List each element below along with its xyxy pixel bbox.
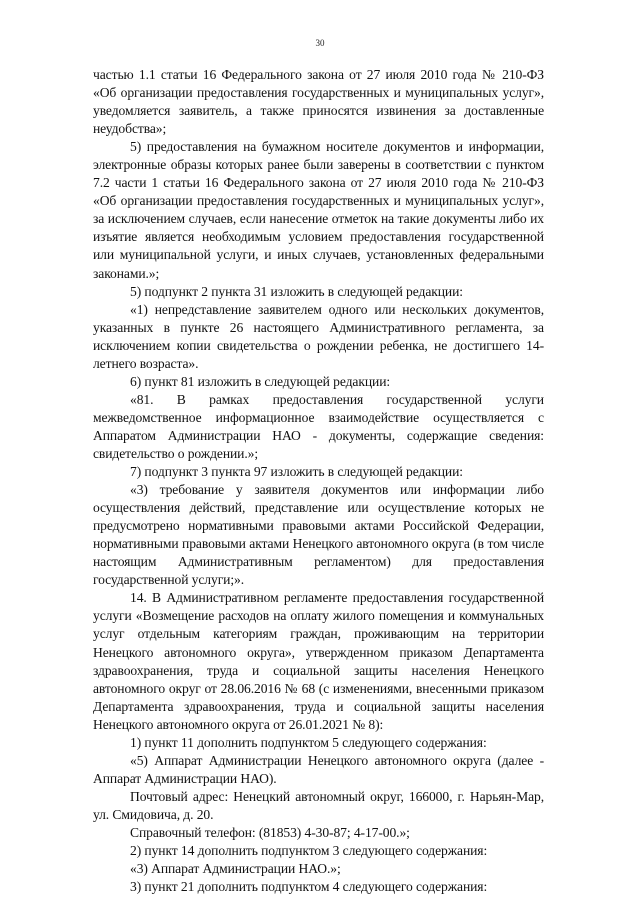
paragraph: Справочный телефон: (81853) 4-30-87; 4-17-00.»;	[130, 824, 410, 840]
paragraph: 7) подпункт 3 пункта 97 изложить в следующей редакции:	[130, 464, 463, 480]
paragraph: 3) пункт 21 дополнить подпунктом 4 следующего содержания:	[130, 879, 488, 895]
paragraph: «3) требование у заявителя документов или информации либо осуществления действий, представление или осуществление которых не предусмотрено нормативными правовыми актами Российской Федерации, нормативными правовыми актами Ненецкого автономного округа (в том числе настоящим Административным регламентом) для предоставления государственной услуги;».	[93, 482, 544, 588]
paragraph: «5) Аппарат Администрации Ненецкого автономного округа (далее - Аппарат Администрации НАО).	[93, 752, 544, 786]
paragraph: 14. В Административном регламенте предоставления государственной услуги «Возмещение расходов на оплату жилого помещения и коммунальных услуг отдельным категориям граждан, проживающим на территории Ненецкого автономного округа», утвержденном приказом Департамента здравоохранения, труда и социальной защиты населения Ненецкого автономного округ от 28.06.2016 № 68 (с изменениями, внесенными приказом Департамента здравоохранения, труда и социальной защиты населения Ненецкого автономного округа от 26.01.2021 № 8):	[93, 590, 544, 732]
paragraph: 5) предоставления на бумажном носителе документов и информации, электронные образы которых ранее были заверены в соответствии с пунктом 7.2 части 1 статьи 16 Федерального закона от 27 июля 2010 года № 210-ФЗ «Об организации предоставления государственных и муниципальных услуг», за исключением случаев, если нанесение отметок на такие документы либо их изъятие является необходимым условием предоставления государственной или муниципальной услуги, и иных случаев, установленных федеральными законами.»;	[93, 139, 544, 281]
paragraph: «3) Аппарат Администрации НАО.»;	[130, 861, 341, 877]
paragraph: частью 1.1 статьи 16 Федерального закона от 27 июля 2010 года № 210-ФЗ «Об организации предоставления государственных и муниципальных услуг», уведомляется заявитель, а также приносятся извинения за доставленные неудобства»;	[93, 67, 544, 137]
paragraph: «81. В рамках предоставления государственной услуги межведомственное информационное взаимодействие осуществляется с Аппаратом Администрации НАО - документы, содержащие сведения: свидетельство о рождении.»;	[93, 391, 544, 461]
paragraph: 1) пункт 11 дополнить подпунктом 5 следующего содержания:	[130, 734, 487, 750]
paragraph: Почтовый адрес: Ненецкий автономный округ, 166000, г. Нарьян-Мар, ул. Смидовича, д. 20.	[93, 788, 544, 822]
document-body	[93, 66, 544, 896]
page-number: 30	[315, 38, 325, 48]
paragraph: «1) непредставление заявителем одного или нескольких документов, указанных в пункте 26 настоящего Административного регламента, за исключением копии свидетельства о рождении ребенка, не достигшего 14-летнего возраста».	[93, 301, 544, 371]
paragraph: 6) пункт 81 изложить в следующей редакции:	[130, 373, 391, 389]
paragraph: 2) пункт 14 дополнить подпунктом 3 следующего содержания:	[130, 843, 488, 859]
paragraph: 5) подпункт 2 пункта 31 изложить в следующей редакции:	[130, 283, 463, 299]
